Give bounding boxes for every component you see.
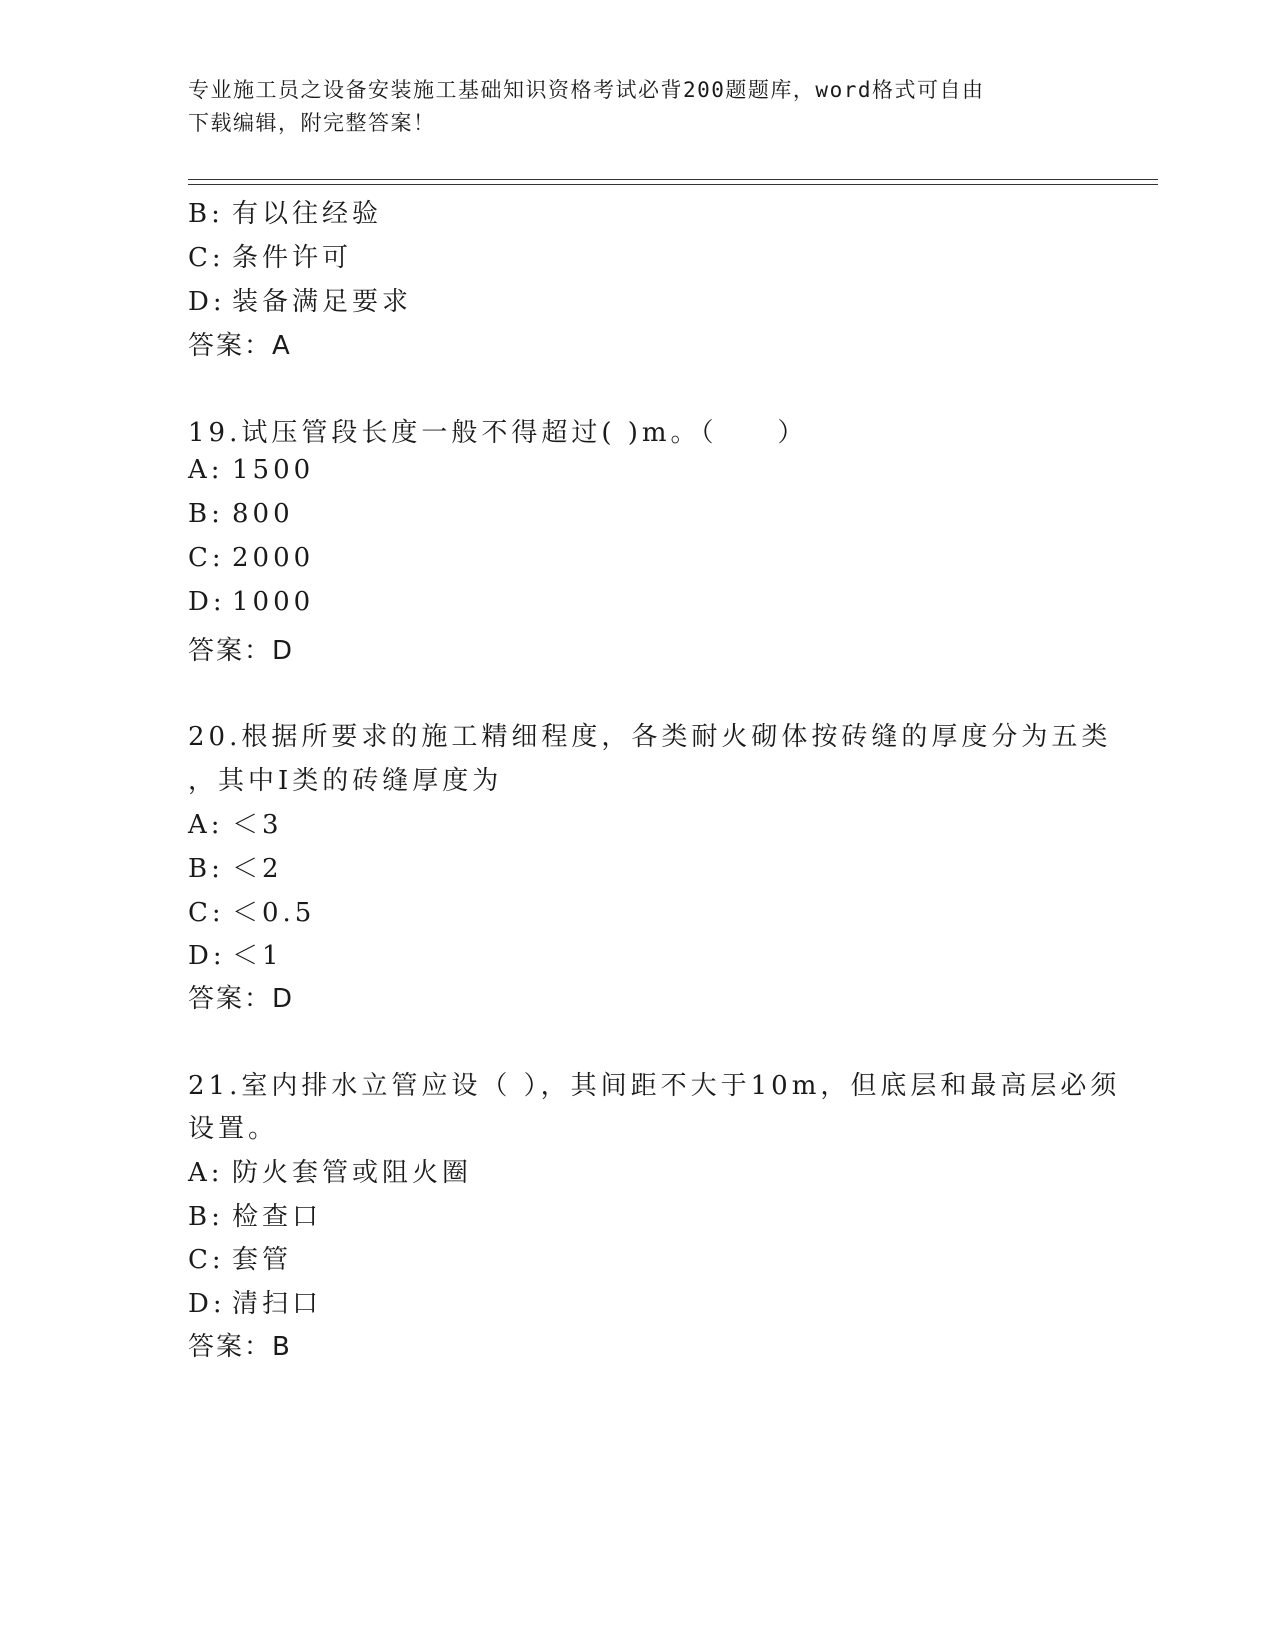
option-row <box>188 1196 322 1233</box>
option-text: 有以往经验 <box>232 199 383 229</box>
option-text: 1500 <box>232 455 315 485</box>
option-text: 800 <box>232 499 294 529</box>
option-letter: D: <box>188 587 226 617</box>
option-row <box>188 237 352 274</box>
option-row <box>188 804 283 841</box>
header-line-1: 专业施工员之设备安装施工基础知识资格考试必背200题题库，word格式可自由 <box>188 78 985 102</box>
question-stem: 19.试压管段长度一般不得超过( )m。（ ） <box>188 418 808 448</box>
option-row <box>188 1283 322 1320</box>
option-text: ＜0.5 <box>232 898 316 928</box>
option-row <box>188 499 294 529</box>
option-letter: A: <box>188 455 224 485</box>
option-text: 套管 <box>232 1245 293 1275</box>
option-row <box>188 455 314 485</box>
question-stem: ，其中Ⅰ类的砖缝厚度为 <box>188 766 503 796</box>
option-letter: B: <box>188 499 224 529</box>
option-row <box>188 1152 472 1189</box>
question-stem: 20.根据所要求的施工精细程度，各类耐火砌体按砖缝的厚度分为五类 <box>188 722 1112 752</box>
option-text: 2000 <box>232 543 315 573</box>
option-letter: C: <box>188 1245 225 1275</box>
option-row <box>188 892 315 929</box>
option-row <box>188 281 412 318</box>
option-text: ＜3 <box>232 810 283 840</box>
option-text: 防火套管或阻火圈 <box>232 1158 473 1188</box>
option-text: 1000 <box>232 587 315 617</box>
option-letter: B: <box>188 1202 224 1232</box>
option-row <box>188 1239 292 1276</box>
question-stem: 设置。 <box>188 1114 279 1144</box>
option-letter: B: <box>188 199 224 229</box>
option-text: 装备满足要求 <box>232 287 413 317</box>
option-row <box>188 848 283 885</box>
option-text: 条件许可 <box>232 243 353 273</box>
option-text: ＜1 <box>232 941 283 971</box>
option-letter: D: <box>188 1289 226 1319</box>
header-divider-bottom <box>188 184 1158 185</box>
answer-line: 答案：A <box>188 331 292 361</box>
option-row <box>188 935 283 972</box>
option-text: 检查口 <box>232 1202 323 1232</box>
option-row <box>188 587 314 617</box>
option-text: ＜2 <box>232 854 283 884</box>
option-row <box>188 543 314 573</box>
answer-line: 答案：B <box>188 1332 292 1362</box>
header-divider-top <box>188 179 1158 180</box>
question-stem: 21.室内排水立管应设（ ），其间距不大于10m，但底层和最高层必须 <box>188 1071 1121 1101</box>
option-letter: A: <box>188 810 224 840</box>
option-row <box>188 193 382 230</box>
option-letter: B: <box>188 854 224 884</box>
option-letter: C: <box>188 543 225 573</box>
header-line-2: 下载编辑，附完整答案！ <box>188 111 436 135</box>
option-letter: C: <box>188 898 225 928</box>
document-header <box>188 74 1088 140</box>
option-letter: D: <box>188 941 226 971</box>
option-letter: C: <box>188 243 225 273</box>
option-text: 清扫口 <box>232 1289 323 1319</box>
answer-line: 答案：D <box>188 984 295 1014</box>
answer-line: 答案：D <box>188 636 295 666</box>
option-letter: D: <box>188 287 226 317</box>
option-letter: A: <box>188 1158 224 1188</box>
